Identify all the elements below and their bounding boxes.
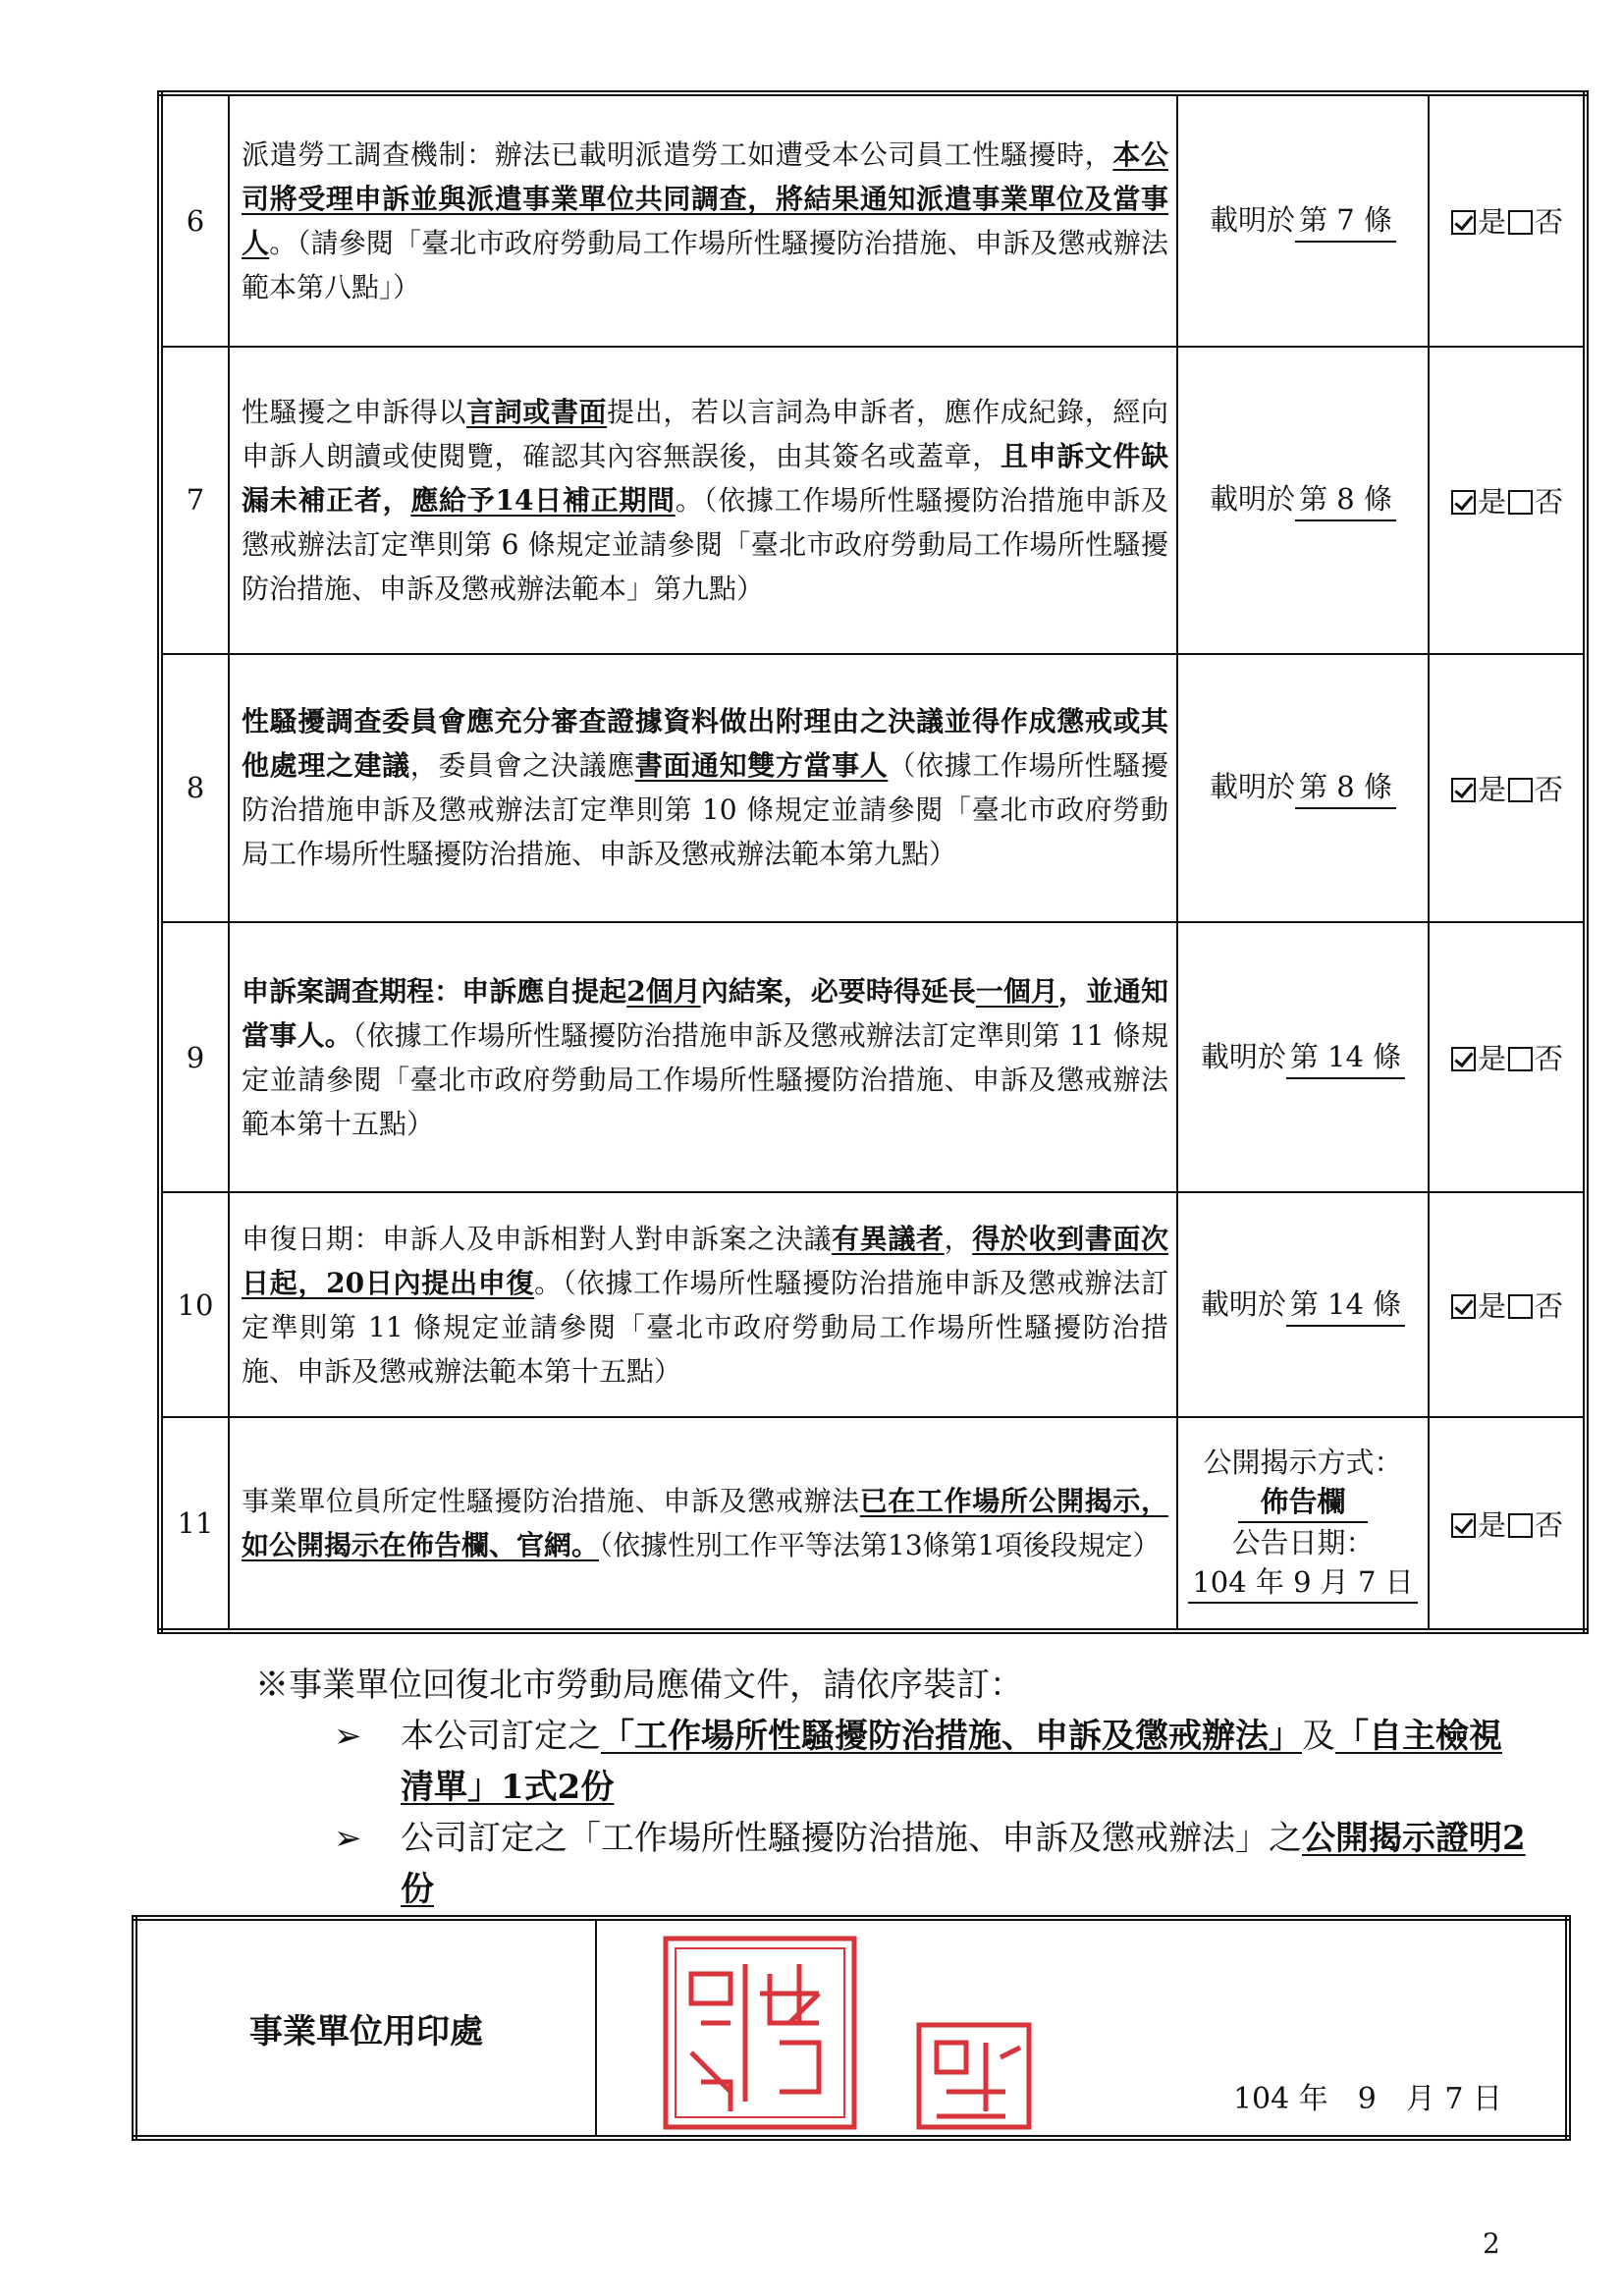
yes-label: 是 <box>1477 1507 1506 1542</box>
notes-heading: ※事業單位回復北市勞動局應備文件，請依序裝訂： <box>255 1666 1023 1705</box>
no-checkbox[interactable] <box>1508 210 1533 235</box>
stamp-table <box>132 1915 1571 2141</box>
arrow-bullet-icon: ➢ <box>334 1717 362 1756</box>
no-checkbox[interactable] <box>1508 1513 1533 1538</box>
company-seal-icon <box>662 1935 1074 2131</box>
text-segment: 派遣勞工調查機制：辦法已載明派遣勞工如遭受本公司員工性騷擾時， <box>242 137 1113 171</box>
text-segment: 提出，若以言詞為申訴者，應作成紀錄，經向申訴人朗讀或使閱覽，確認其內容無誤後，由其簽名或蓋章， <box>242 395 1168 472</box>
stamp-label: 事業單位用印處 <box>135 1918 596 2138</box>
text-segment: 2個月 <box>626 974 701 1008</box>
text-segment: 得於收到書面次日起，20日內提出申復 <box>242 1222 1168 1299</box>
text-segment: 應給予14日補正期間 <box>410 483 676 517</box>
note-text <box>401 1717 1502 1807</box>
text-segment: ，委員會之決議應 <box>409 749 635 783</box>
note-item <box>295 1711 1532 1813</box>
no-label: 否 <box>1535 772 1564 806</box>
yes-checkbox[interactable] <box>1451 778 1476 802</box>
text-segment: 性騷擾調查委員會應充分審查證據資料做出附理由之決議並得作成懲戒或其他處理之建議 <box>242 705 1168 783</box>
text-segment: 言詞或書面 <box>466 395 608 428</box>
table-row <box>160 93 1586 347</box>
yes-no-check <box>1429 1192 1586 1417</box>
seal-area <box>596 1918 1568 2138</box>
no-label: 否 <box>1535 1289 1564 1324</box>
item-location <box>1177 93 1429 347</box>
text-segment: 申訴案調查期程：申訴應自提起 <box>242 974 627 1008</box>
item-location <box>1177 654 1429 922</box>
text-segment: 「自主檢視清單」1式2份 <box>401 1717 1502 1807</box>
text-segment: 。（依據工作場所性騷擾防治措施申訴及懲戒辦法訂定準則第 6 條規定並請參閱「臺北市政府勞動局工作場所性騷擾防治措施、申訴及懲戒辦法範本」第九點） <box>242 483 1168 605</box>
text-segment: （依據工作場所性騷擾防治措施申訴及懲戒辦法訂定準則第 10 條規定並請參閱「臺北市政府勞動局工作場所性騷擾防治措施、申訴及懲戒辦法範本第九點） <box>242 749 1168 871</box>
location-prefix: 載明於 <box>1210 770 1296 804</box>
sign-date: 104 年 9 月 7 日 <box>1232 2082 1502 2116</box>
no-label: 否 <box>1535 1507 1564 1542</box>
yes-label: 是 <box>1477 772 1506 806</box>
text-segment: ， <box>944 1222 973 1255</box>
note-text <box>401 1819 1526 1909</box>
item-number: 9 <box>160 922 229 1192</box>
item-number: 8 <box>160 654 229 922</box>
text-segment: 申復日期：申訴人及申訴相對人對申訴案之決議 <box>242 1222 833 1255</box>
item-number: 6 <box>160 93 229 347</box>
text-segment: 。（依據工作場所性騷擾防治措施申訴及懲戒辦法訂定準則第 11 條規定並請參閱「臺北市政府勞動局工作場所性騷擾防治措施、申訴及懲戒辦法範本第十五點） <box>242 1266 1168 1388</box>
yes-checkbox[interactable] <box>1451 210 1476 235</box>
text-segment: 性騷擾之申訴得以 <box>242 395 466 428</box>
yes-no-check <box>1429 1417 1586 1631</box>
yes-label: 是 <box>1477 205 1506 240</box>
item-location <box>1177 1192 1429 1417</box>
text-segment: 本公司將受理申訴並與派遣事業單位共同調查，將結果通知派遣事業單位及當事人 <box>242 137 1168 259</box>
yes-checkbox[interactable] <box>1451 490 1476 515</box>
item-number: 7 <box>160 347 229 654</box>
item-number: 11 <box>160 1417 229 1631</box>
text-segment: 一個月 <box>975 974 1058 1008</box>
item-description <box>229 922 1177 1192</box>
text-segment: 公開揭示證明2份 <box>401 1819 1526 1909</box>
article-number: 第 8 條 <box>1295 766 1396 809</box>
yes-no-check <box>1429 654 1586 922</box>
yes-checkbox[interactable] <box>1451 1047 1476 1071</box>
publish-method: 佈告欄 <box>1238 1482 1367 1523</box>
no-label: 否 <box>1535 1042 1564 1076</box>
yes-label: 是 <box>1477 1289 1506 1324</box>
checklist-table <box>157 90 1589 1634</box>
no-checkbox[interactable] <box>1508 490 1533 515</box>
yes-no-check <box>1429 93 1586 347</box>
text-segment: （依據工作場所性騷擾防治措施申訴及懲戒辦法訂定準則第 11 條規定並請參閱「臺北市政府勞動局工作場所性騷擾防治措施、申訴及懲戒辦法範本第十五點） <box>242 1018 1168 1140</box>
yes-checkbox[interactable] <box>1451 1513 1476 1538</box>
article-number: 第 7 條 <box>1295 199 1396 243</box>
text-segment: 有異議者 <box>832 1222 945 1255</box>
no-checkbox[interactable] <box>1508 778 1533 802</box>
text-segment: 及 <box>1302 1717 1335 1756</box>
no-checkbox[interactable] <box>1508 1047 1533 1071</box>
article-number: 第 8 條 <box>1295 478 1396 521</box>
article-number: 第 14 條 <box>1286 1284 1405 1327</box>
yes-no-check <box>1429 922 1586 1192</box>
item-description <box>229 1192 1177 1417</box>
text-segment: 內結案，必要時得延長 <box>700 974 976 1008</box>
text-segment: 「工作場所性騷擾防治措施、申訴及懲戒辦法」 <box>601 1717 1302 1756</box>
text-segment: 已在工作場所公開揭示，如公開揭示在佈告欄、官網。 <box>242 1485 1168 1562</box>
text-segment: 本公司訂定之 <box>401 1717 601 1756</box>
text-segment: 且申訴文件缺漏未補正者， <box>242 439 1168 517</box>
yes-label: 是 <box>1477 484 1506 519</box>
table-row <box>160 1192 1586 1417</box>
location-prefix: 載明於 <box>1200 1286 1286 1321</box>
location-prefix: 載明於 <box>1210 202 1296 237</box>
table-row <box>160 654 1586 922</box>
text-segment: （依據性別工作平等法第13條第1項後段規定） <box>599 1529 1161 1562</box>
article-number: 第 14 條 <box>1286 1036 1405 1079</box>
location-prefix: 載明於 <box>1200 1039 1286 1073</box>
item-number: 10 <box>160 1192 229 1417</box>
item-description <box>229 347 1177 654</box>
item-description <box>229 654 1177 922</box>
note-item <box>295 1813 1532 1915</box>
publish-date: 104 年 9 月 7 日 <box>1188 1562 1417 1604</box>
item-location <box>1177 922 1429 1192</box>
text-segment: 書面通知雙方當事人 <box>634 749 889 783</box>
item-description <box>229 1417 1177 1631</box>
page-number: 2 <box>1483 2227 1500 2260</box>
publish-method-label: 公開揭示方式： <box>1203 1446 1403 1480</box>
yes-no-check <box>1429 347 1586 654</box>
publish-date-label: 公告日期： <box>1231 1526 1375 1560</box>
text-segment: 事業單位員所定性騷擾防治措施、申訴及懲戒辦法 <box>242 1485 860 1518</box>
text-segment: 。（請參閱「臺北市政府勞動局工作場所性騷擾防治措施、申訴及懲戒辦法範本第八點」） <box>242 226 1168 303</box>
location-prefix: 載明於 <box>1210 482 1296 517</box>
table-row <box>160 347 1586 654</box>
no-checkbox[interactable] <box>1508 1294 1533 1319</box>
no-label: 否 <box>1535 205 1564 240</box>
table-row <box>160 922 1586 1192</box>
no-label: 否 <box>1535 484 1564 519</box>
item-location <box>1177 347 1429 654</box>
text-segment: ，並通知當事人。 <box>242 974 1168 1052</box>
yes-checkbox[interactable] <box>1451 1294 1476 1319</box>
text-segment: 公司訂定之「工作場所性騷擾防治措施、申訴及懲戒辦法」之 <box>401 1819 1302 1858</box>
yes-label: 是 <box>1477 1042 1506 1076</box>
item-location <box>1177 1417 1429 1631</box>
arrow-bullet-icon: ➢ <box>334 1819 362 1858</box>
item-description <box>229 93 1177 347</box>
table-row <box>160 1417 1586 1631</box>
notes-section <box>255 1660 1532 1915</box>
